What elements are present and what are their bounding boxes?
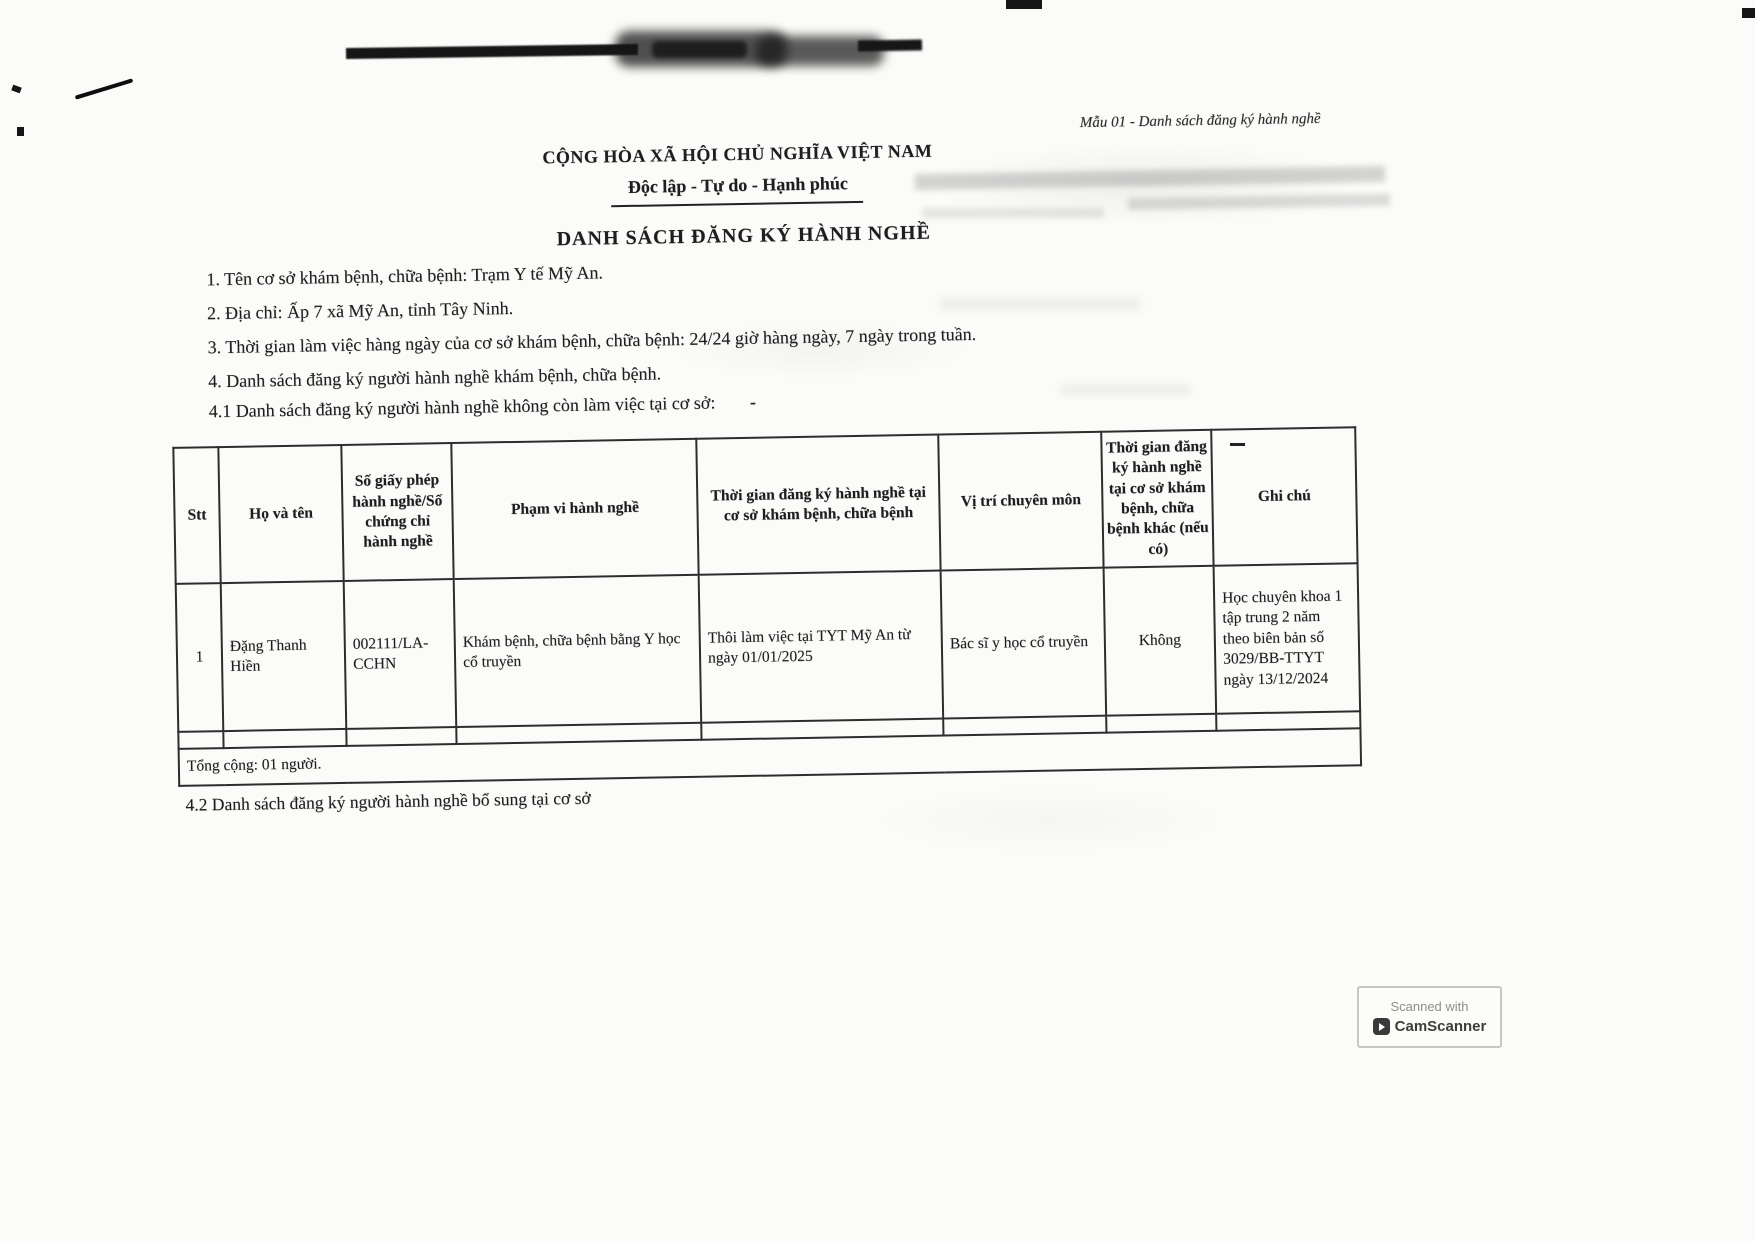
spacer-cell <box>178 731 223 749</box>
form-number-label: Mẫu 01 - Danh sách đăng ký hành nghề <box>1079 110 1321 132</box>
spacer-cell <box>223 729 346 748</box>
section-4-1-text: 4.1 Danh sách đăng ký người hành nghề không còn làm việc tại cơ sở: <box>208 392 716 422</box>
header-name: Họ và tên <box>218 445 343 583</box>
cell-scope: Khám bệnh, chữa bệnh bằng Y học cổ truyền <box>454 575 702 727</box>
national-header-line1: CỘNG HÒA XÃ HỘI CHỦ NGHĨA VIỆT NAM <box>542 140 933 168</box>
total-count: Tổng cộng: 01 người. <box>179 728 1361 786</box>
section-4-2-heading: 4.2 Danh sách đăng ký người hành nghề bổ sung tại cơ sở <box>185 787 591 815</box>
item-practitioner-list: 4. Danh sách đăng ký người hành nghề khám bệnh, chữa bệnh. <box>208 363 662 392</box>
cell-registration-time: Thôi làm việc tại TYT Mỹ An từ ngày 01/01/2025 <box>699 571 944 723</box>
cell-license-number: 002111/LA-CCHN <box>344 579 457 729</box>
item-address: 2. Địa chỉ: Ấp 7 xã Mỹ An, tỉnh Tây Ninh. <box>206 297 514 324</box>
camscanner-icon <box>1373 1018 1390 1035</box>
national-header-line2: Độc lập - Tự do - Hạnh phúc <box>627 173 849 197</box>
header-position: Vị trí chuyên môn <box>938 432 1103 571</box>
section-4-1-dash: - <box>749 391 757 412</box>
table-row <box>176 563 1360 732</box>
table-header-row <box>173 427 1357 584</box>
header-notes: Ghi chú <box>1211 427 1357 565</box>
header-scope: Phạm vi hành nghề <box>451 439 698 579</box>
badge-app-row <box>1373 1018 1487 1035</box>
cell-position: Bác sĩ y học cổ truyền <box>941 568 1107 719</box>
header-other-facility-time: Thời gian đăng ký hành nghề tại cơ sở khám bệnh, chữa bệnh khác (nếu có) <box>1101 430 1213 568</box>
item-working-hours: 3. Thời gian làm việc hàng ngày của cơ sở khám bệnh, chữa bệnh: 24/24 giờ hàng ngày, 7 ngày trong tuần. <box>207 323 977 358</box>
badge-scanned-with-label: Scanned with <box>1390 999 1469 1014</box>
camscanner-badge <box>1357 986 1502 1048</box>
motto-underline <box>611 201 863 207</box>
badge-app-name: CamScanner <box>1394 1018 1487 1035</box>
page-title: DANH SÁCH ĐĂNG KÝ HÀNH NGHỀ <box>556 221 932 251</box>
cell-other-facility-time: Không <box>1104 566 1217 716</box>
header-license-number: Số giấy phép hành nghề/Số chứng chỉ hành nghề <box>341 443 453 581</box>
header-stt: Stt <box>173 447 220 584</box>
cell-stt: 1 <box>176 583 224 732</box>
practitioner-table <box>172 426 1360 787</box>
header-registration-time: Thời gian đăng ký hành nghề tại cơ sở khám bệnh, chữa bệnh <box>696 435 940 575</box>
cell-notes: Học chuyên khoa 1 tập trung 2 năm theo biên bản số 3029/BB-TTYT ngày 13/12/2024 <box>1214 563 1361 713</box>
spacer-cell <box>346 727 456 746</box>
cell-name: Đặng Thanh Hiền <box>221 581 347 731</box>
section-4-1-heading <box>209 392 756 423</box>
item-facility-name: 1. Tên cơ sở khám bệnh, chữa bệnh: Trạm Y tế Mỹ An. <box>206 262 604 290</box>
spacer-cell <box>1106 714 1216 733</box>
